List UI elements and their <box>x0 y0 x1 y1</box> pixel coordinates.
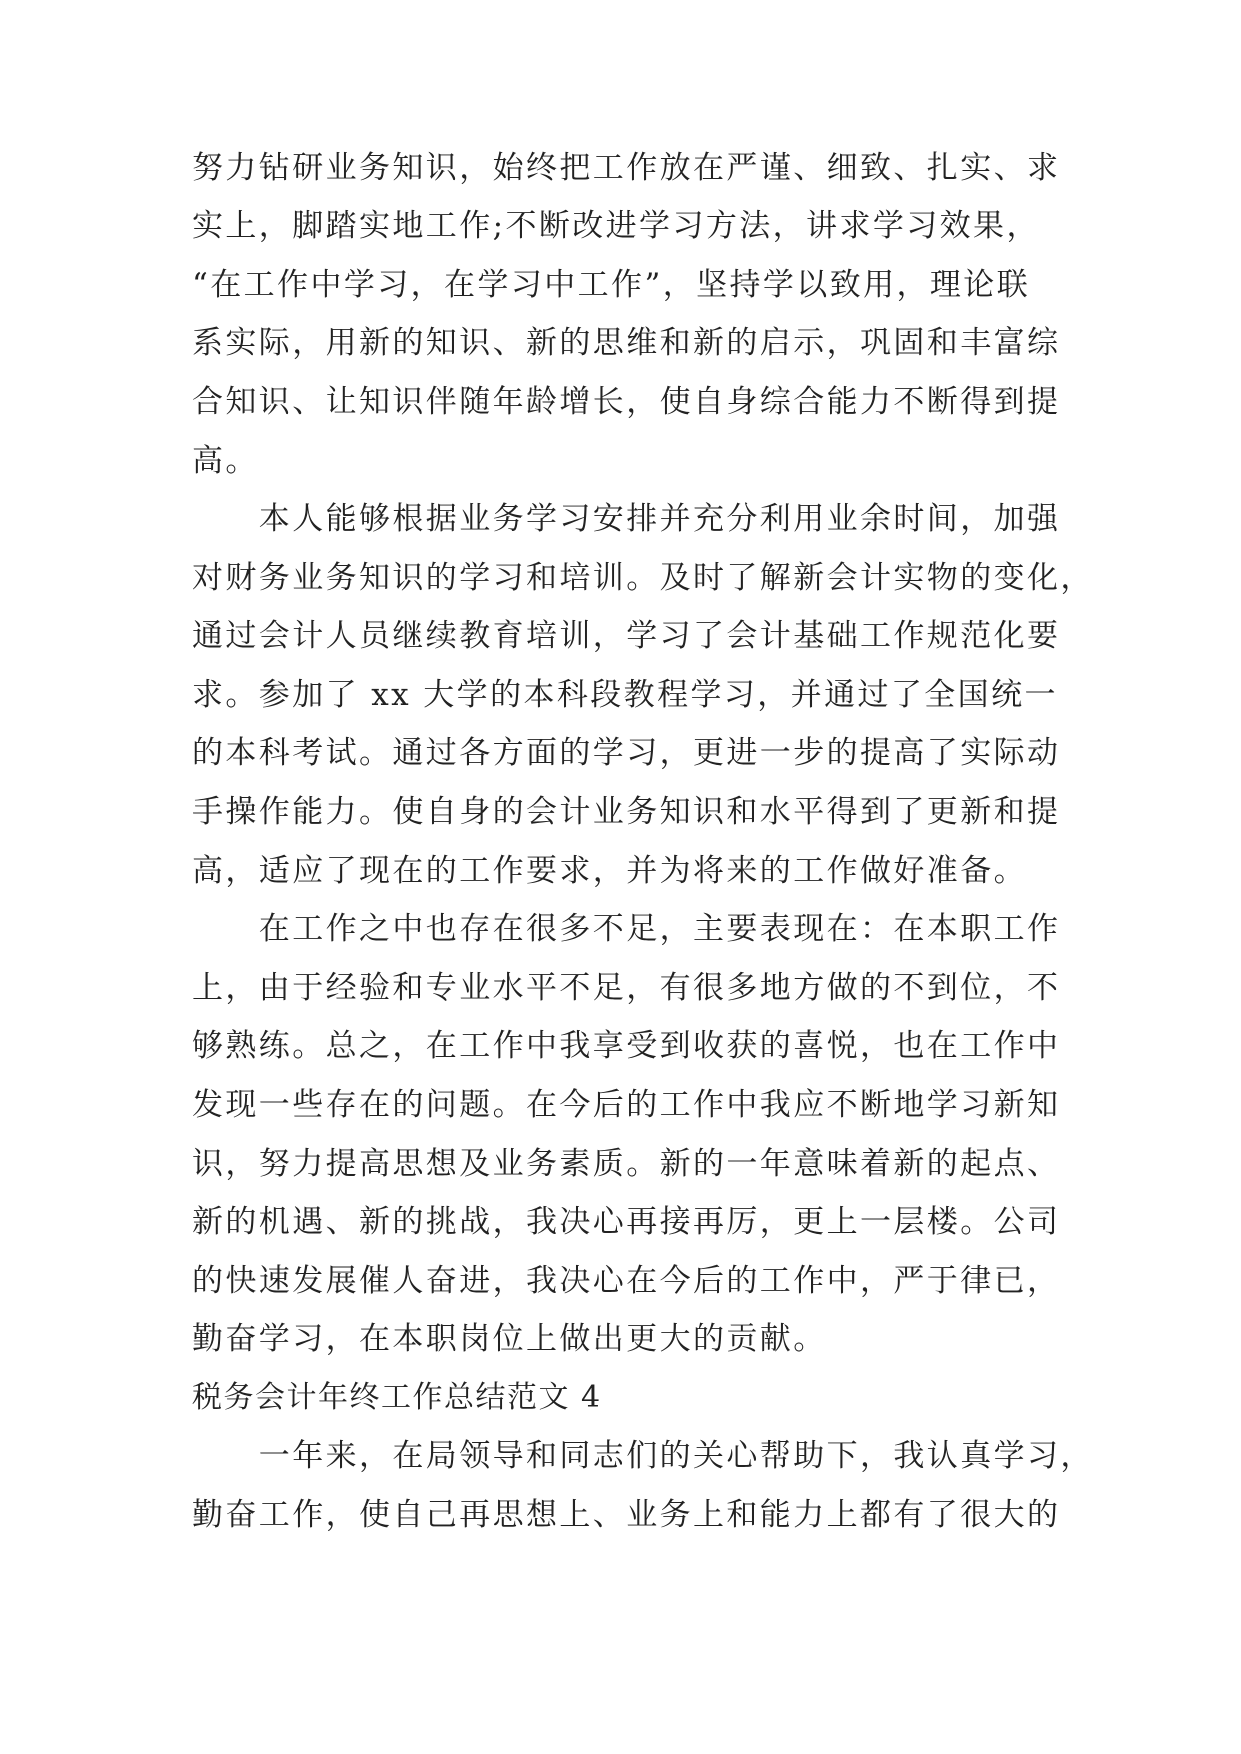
text-line: 求。参加了 xx 大学的本科段教程学习，并通过了全国统一 <box>192 677 1058 713</box>
text-line: 上，由于经验和专业水平不足，有很多地方做的不到位，不 <box>192 970 1061 1006</box>
text-line: 在工作之中也存在很多不足，主要表现在：在本职工作 <box>192 911 1061 947</box>
text-line: 够熟练。总之，在工作中我享受到收获的喜悦，也在工作中 <box>192 1028 1061 1064</box>
text-line: 系实际，用新的知识、新的思维和新的启示，巩固和丰富综 <box>192 325 1061 361</box>
text-line: “在工作中学习，在学习中工作”，坚持学以致用，理论联 <box>192 267 1031 303</box>
text-line: 通过会计人员继续教育培训，学习了会计基础工作规范化要 <box>192 618 1061 654</box>
text-line: 识，努力提高思想及业务素质。新的一年意味着新的起点、 <box>192 1146 1061 1182</box>
text-line: 高，适应了现在的工作要求，并为将来的工作做好准备。 <box>192 853 1027 889</box>
text-line: 本人能够根据业务学习安排并充分利用业余时间，加强 <box>192 501 1061 537</box>
text-line: 努力钻研业务知识，始终把工作放在严谨、细致、扎实、求 <box>192 150 1061 186</box>
text-line: 手操作能力。使自身的会计业务知识和水平得到了更新和提 <box>192 794 1061 830</box>
text-line: 实上，脚踏实地工作;不断改进学习方法，讲求学习效果， <box>192 208 1040 244</box>
text-line: 的本科考试。通过各方面的学习，更进一步的提高了实际动 <box>192 735 1061 771</box>
text-line: 的快速发展催人奋进，我决心在今后的工作中，严于律已， <box>192 1263 1061 1299</box>
text-line: 高。 <box>192 443 259 479</box>
text-line: 勤奋工作，使自己再思想上、业务上和能力上都有了很大的 <box>192 1497 1061 1533</box>
text-line: 一年来，在局领导和同志们的关心帮助下，我认真学习， <box>192 1438 1094 1474</box>
text-line: 对财务业务知识的学习和培训。及时了解新会计实物的变化， <box>192 560 1094 596</box>
text-line: 合知识、让知识伴随年龄增长，使自身综合能力不断得到提 <box>192 384 1061 420</box>
section-heading: 税务会计年终工作总结范文 4 <box>192 1380 602 1415</box>
text-line: 勤奋学习，在本职岗位上做出更大的贡献。 <box>192 1321 827 1357</box>
text-line: 新的机遇、新的挑战，我决心再接再厉，更上一层楼。公司 <box>192 1204 1061 1240</box>
text-line: 发现一些存在的问题。在今后的工作中我应不断地学习新知 <box>192 1087 1061 1123</box>
